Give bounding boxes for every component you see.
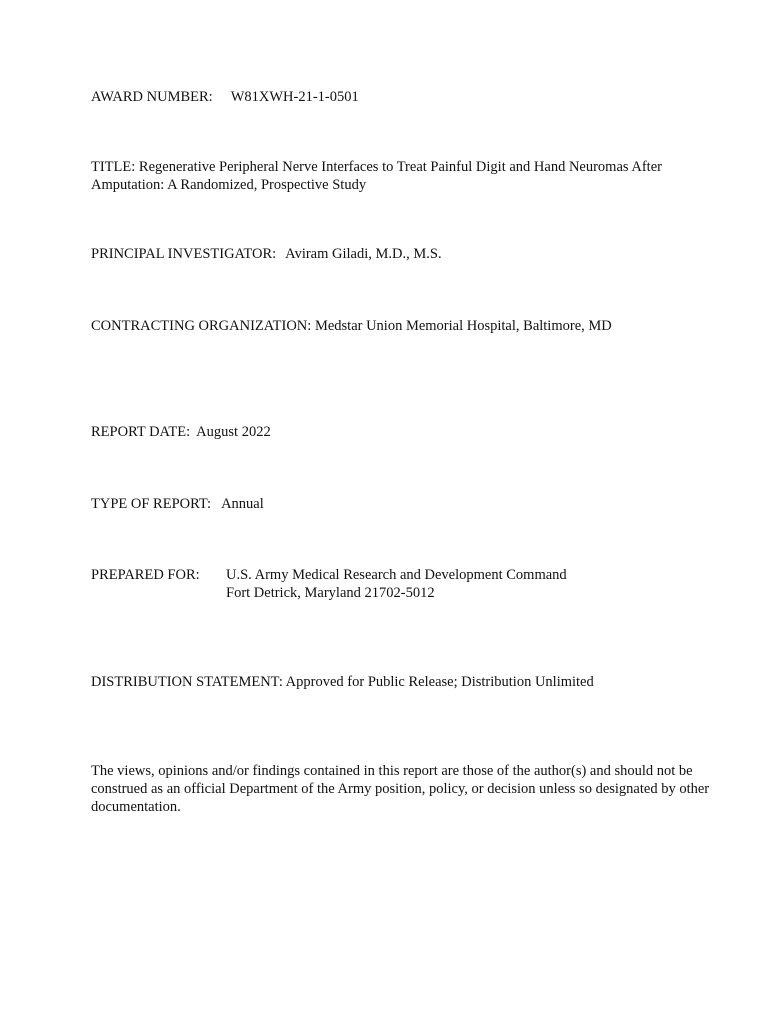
title-label: TITLE:: [91, 159, 136, 175]
award-number-line: [91, 88, 359, 106]
report-type-label: TYPE OF REPORT:: [91, 496, 212, 512]
report-date-value: August 2022: [196, 424, 271, 440]
report-type-value: Annual: [221, 496, 264, 512]
award-number-value: W81XWH-21-1-0501: [230, 89, 359, 105]
title-value: Regenerative Peripheral Nerve Interfaces to Treat Painful Digit and Hand Neuromas After Amputation: A Randomized, Prospective Study: [91, 159, 662, 193]
report-date-line: [91, 423, 271, 441]
prepared-for-line-2: Fort Detrick, Maryland 21702-5012: [226, 585, 435, 601]
title-block: [91, 158, 711, 194]
report-type-line: [91, 495, 264, 513]
prepared-for-label: PREPARED FOR:: [91, 567, 200, 583]
contracting-organization-label: CONTRACTING ORGANIZATION:: [91, 318, 312, 334]
report-date-label: REPORT DATE:: [91, 424, 191, 440]
contracting-organization-value: Medstar Union Memorial Hospital, Baltimore, MD: [314, 318, 612, 334]
distribution-statement-value: Approved for Public Release; Distribution Unlimited: [285, 674, 594, 690]
contracting-organization-line: [91, 317, 612, 335]
prepared-for-address: [226, 566, 567, 602]
award-number-label: AWARD NUMBER:: [91, 89, 213, 105]
distribution-statement-line: [91, 673, 594, 691]
prepared-for-line-1: U.S. Army Medical Research and Development Command: [226, 567, 567, 583]
principal-investigator-value: Aviram Giladi, M.D., M.S.: [285, 246, 442, 262]
principal-investigator-label: PRINCIPAL INVESTIGATOR:: [91, 246, 277, 262]
principal-investigator-line: [91, 245, 442, 263]
distribution-statement-label: DISTRIBUTION STATEMENT:: [91, 674, 283, 690]
disclaimer-paragraph: The views, opinions and/or findings contained in this report are those of the author(s) and should not be construed as an official Department of the Army position, policy, or decision unless so designated by other documentation.: [91, 763, 710, 815]
